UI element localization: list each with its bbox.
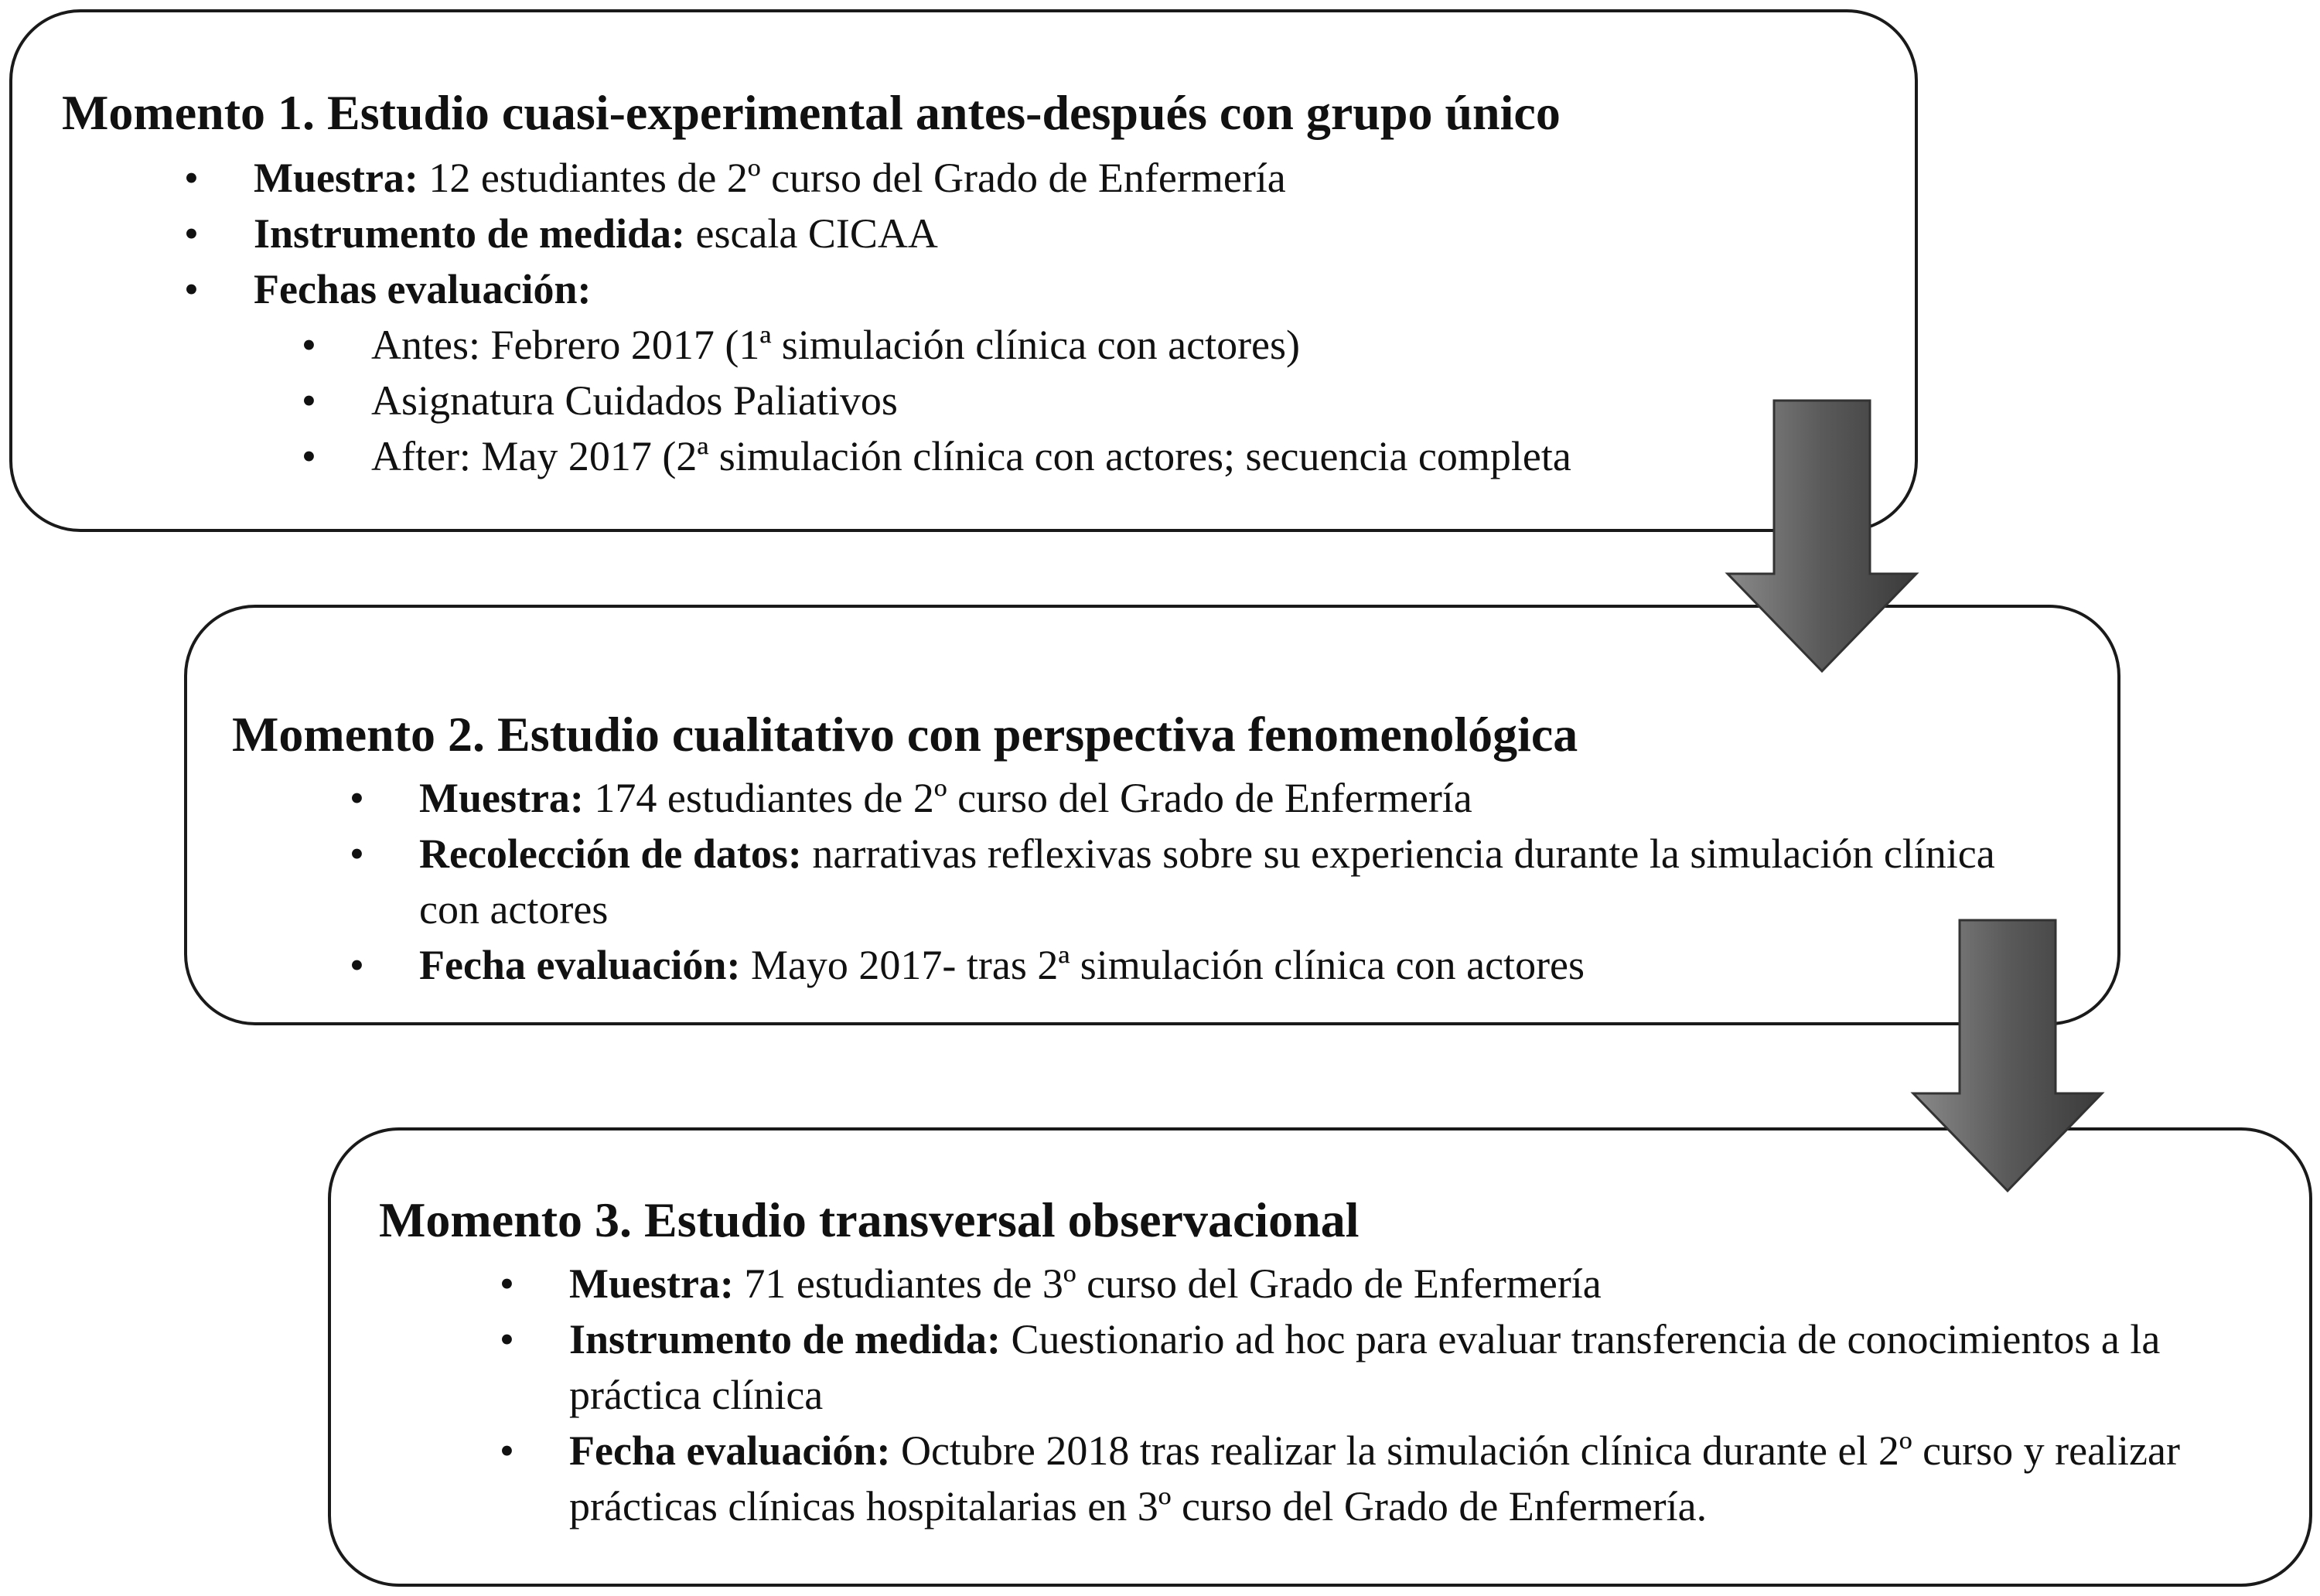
bullet-icon: • [350,775,364,821]
step-1-item-2: • Instrumento de medida: escala CICAA [254,206,1878,261]
step-1-subitem-3: • After: May 2017 (2ª simulación clínica con actores; secuencia completa [371,428,1995,484]
step-3-list [500,1256,2286,1534]
step-2-item-1: • Muestra: 174 estudiantes de 2º curso del Grado de Enfermería [419,770,2043,826]
bullet-icon: • [500,1427,514,1474]
step-2-item-2: • Recolección de datos: narrativas reflexivas sobre su experiencia durante la simulación clínica con actores [419,826,2043,937]
bullet-icon: • [302,322,316,368]
step-2-title: Momento 2. Estudio cualitativo con perspectiva fenomenológica [232,707,1578,762]
step-1-title: Momento 1. Estudio cuasi-experimental antes-después con grupo único [62,85,1561,140]
bullet-icon: • [500,1260,514,1307]
step-1-item-3: • Fechas evaluación: • Antes: Febrero 2017 (1ª simulación clínica con actores) • Asignatura Cuidados Paliativos • After: May 2017 (2ª simulación clínica con actores; secuencia completa [254,261,1878,484]
step-1-subitem-1: • Antes: Febrero 2017 (1ª simulación clínica con actores) [371,317,1995,373]
bullet-icon: • [302,433,316,479]
step-3-item-2: • Instrumento de medida: Cuestionario ad hoc para evaluar transferencia de conocimientos a la práctica clínica [569,1311,2286,1423]
step-2-list [350,770,2043,993]
bullet-icon: • [350,830,364,877]
step-1-subitem-2: • Asignatura Cuidados Paliativos [371,373,1995,428]
bullet-icon: • [184,210,199,257]
step-3-title: Momento 3. Estudio transversal observacional [379,1192,1360,1247]
step-3-item-1: • Muestra: 71 estudiantes de 3º curso del Grado de Enfermería [569,1256,2286,1311]
down-arrow-icon [1725,399,1926,674]
step-1-list [184,150,1878,484]
bullet-icon: • [184,155,199,201]
bullet-icon: • [350,942,364,988]
bullet-icon: • [184,266,199,312]
step-3-box [328,1127,2312,1587]
step-1-item-1: • Muestra: 12 estudiantes de 2º curso del Grado de Enfermería [254,150,1878,206]
bullet-icon: • [500,1316,514,1362]
down-arrow-icon [1910,919,2111,1194]
bullet-icon: • [302,377,316,424]
step-2-item-3: • Fecha evaluación: Mayo 2017- tras 2ª simulación clínica con actores [419,937,2043,993]
step-3-item-3: • Fecha evaluación: Octubre 2018 tras realizar la simulación clínica durante el 2º curso y realizar prácticas clínicas hospitalarias en 3º curso del Grado de Enfermería. [569,1423,2286,1534]
step-1-box [9,9,1918,532]
